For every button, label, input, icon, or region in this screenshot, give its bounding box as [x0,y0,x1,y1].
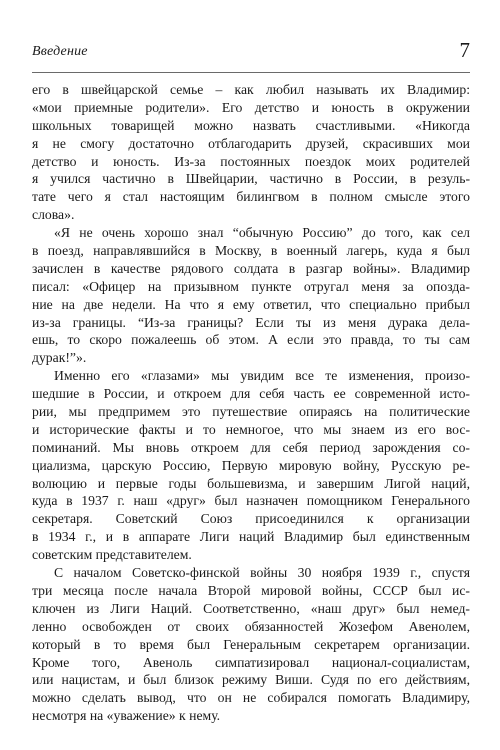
text-line: ленно освобожден от своих обязанностей Жозефом Авенолем, [32,618,470,634]
text-line: несмотря на «уважение» к нему. [32,708,221,724]
text-line: в 1934 г., и в аппарате Лиги наций Владимир был единственным [32,529,470,545]
text-line: циализма, царскую Россию, Первую мировую войну, Русскую ре- [32,457,470,473]
paragraph [32,224,470,367]
text-line: «Я не очень хорошо знал “обычную Россию” до того, как сел [54,225,470,241]
text-line: советским представителем. [32,547,192,563]
header-rule [32,72,470,73]
text-line: который в то время был Генеральным секретарем организации. [32,636,470,652]
text-line: слова». [32,207,75,223]
text-line: его в швейцарской семье – как любил называть их Владимир: [32,82,470,97]
text-line: детство и юность. Из-за постоянных поездок моих родителей [32,153,470,169]
text-line: Именно его «глазами» мы увидим все те изменения, произо- [54,368,470,384]
text-line: школьных товарищей можно назвать счастливыми. «Никогда [32,117,470,133]
text-line: куда в 1937 г. наш «друг» был назначен помощником Генерального [32,493,470,509]
text-line: ние на две недели. На что я ему ответил, что специально прибыл [32,296,470,312]
text-line: или нацистам, и был близок режиму Виши. Судя по его действиям, [32,672,470,688]
text-line: три месяца после начала Второй мировой войны, СССР был ис- [32,582,470,598]
text-line: я не смогу достаточно отблагодарить друзей, скрасивших мои [32,135,470,151]
text-line: писал: «Офицер на призывном пункте отругал меня за опозда- [32,278,470,294]
text-line: ешь, то скоро пожалеешь об этом. А если это правда, то ты сам [32,332,470,348]
text-line: в поезд, направлявшийся в Москву, в военный лагерь, куда я был [32,243,470,259]
text-line: дурак!”». [32,350,87,366]
paragraph [32,564,470,725]
text-line: зачислен в качестве рядового солдата в разгар войны». Владимир [32,260,470,276]
text-line: секретаря. Советский Союз присоединился к организации [32,511,470,527]
text-line: волюцию и первые годы большевизма, и завершим Лигой наций, [32,475,470,491]
text-line: рии, мы предпримем это путешествие опираясь на политические [32,404,470,420]
body-text [32,81,470,725]
text-line: ключен из Лиги Наций. Соответственно, «наш друг» был немед- [32,600,470,616]
paragraph [32,367,470,564]
paragraph [32,81,470,224]
text-line: Кроме того, Авеноль симпатизировал национал-социалистам, [32,654,470,670]
running-head: Введение [32,44,88,59]
text-line: поминаний. Мы вновь откроем для себя период зарождения со- [32,439,470,455]
text-line: можно сделать вывод, что он не собирался помогать Владимиру, [32,690,470,706]
text-line: и исторические факты и то немногое, что мы знаем из его вос- [32,421,470,437]
page-number: 7 [459,38,470,62]
text-line: «мои приемные родители». Его детство и юность в окружении [32,99,470,115]
text-line: я учился частично в Швейцарии, частично в России, в резуль- [32,171,470,187]
text-line: С началом Советско-финской войны 30 ноября 1939 г., спустя [54,565,470,581]
text-line: тате чего я стал настоящим билингвом в полном смысле этого [32,189,470,205]
text-line: из-за границы. “Из-за границы? Если ты из меня дурака дела- [32,314,470,330]
text-line: шедшие в России, и откроем для себя часть ее современной исто- [32,386,470,402]
